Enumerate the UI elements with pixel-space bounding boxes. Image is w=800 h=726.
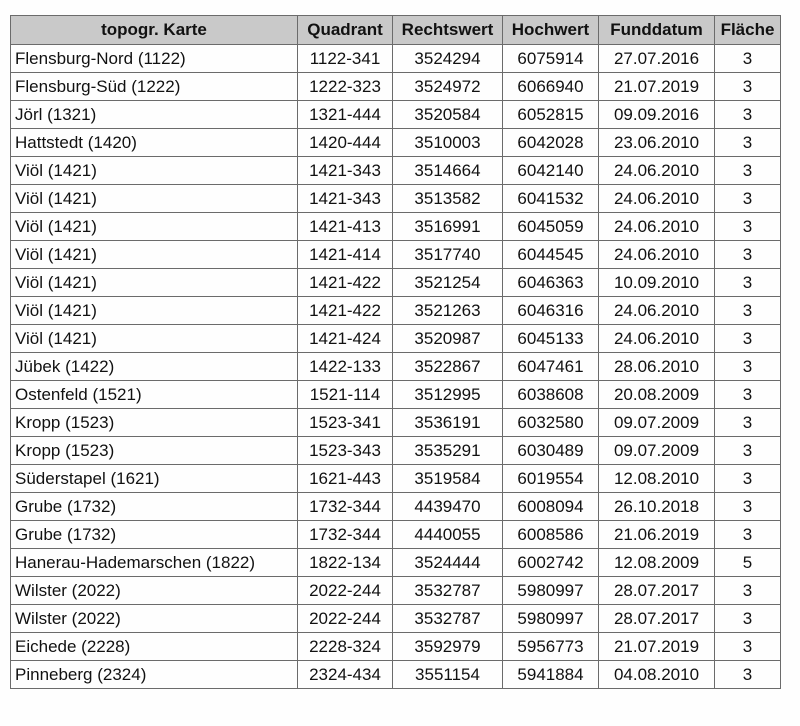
cell-hochwert: 6038608 <box>503 381 599 409</box>
cell-flaeche: 3 <box>715 605 781 633</box>
cell-flaeche: 3 <box>715 269 781 297</box>
cell-flaeche: 3 <box>715 577 781 605</box>
cell-flaeche: 3 <box>715 465 781 493</box>
table-row <box>11 325 781 353</box>
cell-rechtswert: 3513582 <box>393 185 503 213</box>
cell-quadrant: 1523-341 <box>298 409 393 437</box>
cell-rechtswert: 3521263 <box>393 297 503 325</box>
cell-topogr-karte: Viöl (1421) <box>11 241 298 269</box>
cell-flaeche: 5 <box>715 549 781 577</box>
cell-rechtswert: 3512995 <box>393 381 503 409</box>
table-row <box>11 101 781 129</box>
cell-rechtswert: 3532787 <box>393 577 503 605</box>
header-funddatum: Funddatum <box>599 16 715 45</box>
cell-funddatum: 28.06.2010 <box>599 353 715 381</box>
cell-flaeche: 3 <box>715 73 781 101</box>
cell-funddatum: 26.10.2018 <box>599 493 715 521</box>
table-row <box>11 661 781 689</box>
cell-hochwert: 6052815 <box>503 101 599 129</box>
cell-topogr-karte: Pinneberg (2324) <box>11 661 298 689</box>
cell-rechtswert: 3532787 <box>393 605 503 633</box>
cell-flaeche: 3 <box>715 45 781 73</box>
cell-topogr-karte: Eichede (2228) <box>11 633 298 661</box>
cell-rechtswert: 4439470 <box>393 493 503 521</box>
cell-quadrant: 1321-444 <box>298 101 393 129</box>
cell-rechtswert: 3521254 <box>393 269 503 297</box>
table-row <box>11 465 781 493</box>
cell-quadrant: 1421-343 <box>298 157 393 185</box>
cell-topogr-karte: Wilster (2022) <box>11 577 298 605</box>
cell-hochwert: 6019554 <box>503 465 599 493</box>
cell-quadrant: 1523-343 <box>298 437 393 465</box>
cell-topogr-karte: Viöl (1421) <box>11 213 298 241</box>
cell-topogr-karte: Süderstapel (1621) <box>11 465 298 493</box>
cell-rechtswert: 3522867 <box>393 353 503 381</box>
cell-funddatum: 24.06.2010 <box>599 185 715 213</box>
cell-funddatum: 24.06.2010 <box>599 297 715 325</box>
cell-flaeche: 3 <box>715 157 781 185</box>
table-row <box>11 633 781 661</box>
table-row <box>11 45 781 73</box>
cell-topogr-karte: Wilster (2022) <box>11 605 298 633</box>
table-header-row <box>11 16 781 45</box>
cell-quadrant: 1421-422 <box>298 297 393 325</box>
cell-hochwert: 6030489 <box>503 437 599 465</box>
cell-rechtswert: 3524972 <box>393 73 503 101</box>
cell-flaeche: 3 <box>715 409 781 437</box>
cell-quadrant: 1122-341 <box>298 45 393 73</box>
table-body <box>11 45 781 689</box>
cell-funddatum: 21.07.2019 <box>599 73 715 101</box>
table-row <box>11 297 781 325</box>
table-row <box>11 129 781 157</box>
cell-funddatum: 12.08.2009 <box>599 549 715 577</box>
cell-flaeche: 3 <box>715 185 781 213</box>
cell-hochwert: 6075914 <box>503 45 599 73</box>
cell-hochwert: 6032580 <box>503 409 599 437</box>
cell-funddatum: 28.07.2017 <box>599 577 715 605</box>
cell-topogr-karte: Kropp (1523) <box>11 437 298 465</box>
cell-hochwert: 6042140 <box>503 157 599 185</box>
cell-rechtswert: 3516991 <box>393 213 503 241</box>
cell-topogr-karte: Hanerau-Hademarschen (1822) <box>11 549 298 577</box>
table-row <box>11 157 781 185</box>
cell-funddatum: 24.06.2010 <box>599 241 715 269</box>
cell-funddatum: 23.06.2010 <box>599 129 715 157</box>
cell-quadrant: 1822-134 <box>298 549 393 577</box>
table-row <box>11 549 781 577</box>
header-hochwert: Hochwert <box>503 16 599 45</box>
find-records-table <box>10 15 781 689</box>
cell-topogr-karte: Viöl (1421) <box>11 185 298 213</box>
cell-funddatum: 21.06.2019 <box>599 521 715 549</box>
cell-rechtswert: 3520584 <box>393 101 503 129</box>
cell-topogr-karte: Grube (1732) <box>11 521 298 549</box>
cell-flaeche: 3 <box>715 493 781 521</box>
cell-topogr-karte: Viöl (1421) <box>11 269 298 297</box>
cell-hochwert: 6008094 <box>503 493 599 521</box>
cell-funddatum: 12.08.2010 <box>599 465 715 493</box>
cell-quadrant: 1421-343 <box>298 185 393 213</box>
cell-rechtswert: 3551154 <box>393 661 503 689</box>
cell-rechtswert: 3510003 <box>393 129 503 157</box>
cell-quadrant: 2022-244 <box>298 605 393 633</box>
table-row <box>11 381 781 409</box>
cell-rechtswert: 3524294 <box>393 45 503 73</box>
cell-flaeche: 3 <box>715 521 781 549</box>
cell-topogr-karte: Grube (1732) <box>11 493 298 521</box>
cell-funddatum: 09.09.2016 <box>599 101 715 129</box>
cell-rechtswert: 3535291 <box>393 437 503 465</box>
cell-hochwert: 6044545 <box>503 241 599 269</box>
cell-rechtswert: 3524444 <box>393 549 503 577</box>
cell-hochwert: 5956773 <box>503 633 599 661</box>
table-row <box>11 493 781 521</box>
header-topogr-karte: topogr. Karte <box>11 16 298 45</box>
cell-funddatum: 24.06.2010 <box>599 213 715 241</box>
cell-funddatum: 27.07.2016 <box>599 45 715 73</box>
cell-flaeche: 3 <box>715 633 781 661</box>
cell-funddatum: 28.07.2017 <box>599 605 715 633</box>
cell-rechtswert: 3519584 <box>393 465 503 493</box>
cell-rechtswert: 3520987 <box>393 325 503 353</box>
cell-topogr-karte: Ostenfeld (1521) <box>11 381 298 409</box>
cell-funddatum: 21.07.2019 <box>599 633 715 661</box>
cell-quadrant: 1521-114 <box>298 381 393 409</box>
cell-topogr-karte: Hattstedt (1420) <box>11 129 298 157</box>
cell-quadrant: 1222-323 <box>298 73 393 101</box>
cell-hochwert: 6002742 <box>503 549 599 577</box>
table-row <box>11 269 781 297</box>
cell-quadrant: 1420-444 <box>298 129 393 157</box>
cell-quadrant: 1732-344 <box>298 493 393 521</box>
cell-hochwert: 6046363 <box>503 269 599 297</box>
header-quadrant: Quadrant <box>298 16 393 45</box>
cell-hochwert: 6042028 <box>503 129 599 157</box>
header-flaeche: Fläche <box>715 16 781 45</box>
cell-quadrant: 1732-344 <box>298 521 393 549</box>
cell-hochwert: 6047461 <box>503 353 599 381</box>
cell-hochwert: 6066940 <box>503 73 599 101</box>
cell-hochwert: 6041532 <box>503 185 599 213</box>
cell-topogr-karte: Viöl (1421) <box>11 157 298 185</box>
cell-topogr-karte: Viöl (1421) <box>11 325 298 353</box>
cell-quadrant: 1421-422 <box>298 269 393 297</box>
table-row <box>11 73 781 101</box>
cell-topogr-karte: Flensburg-Süd (1222) <box>11 73 298 101</box>
table-row <box>11 213 781 241</box>
document-page <box>10 15 781 689</box>
table-row <box>11 185 781 213</box>
cell-quadrant: 2228-324 <box>298 633 393 661</box>
cell-rechtswert: 3592979 <box>393 633 503 661</box>
table-row <box>11 437 781 465</box>
cell-quadrant: 2022-244 <box>298 577 393 605</box>
cell-rechtswert: 4440055 <box>393 521 503 549</box>
table-row <box>11 605 781 633</box>
table-row <box>11 241 781 269</box>
cell-quadrant: 2324-434 <box>298 661 393 689</box>
cell-quadrant: 1422-133 <box>298 353 393 381</box>
cell-funddatum: 24.06.2010 <box>599 325 715 353</box>
cell-topogr-karte: Flensburg-Nord (1122) <box>11 45 298 73</box>
cell-rechtswert: 3514664 <box>393 157 503 185</box>
cell-hochwert: 5980997 <box>503 577 599 605</box>
cell-topogr-karte: Jörl (1321) <box>11 101 298 129</box>
cell-rechtswert: 3517740 <box>393 241 503 269</box>
cell-hochwert: 6045133 <box>503 325 599 353</box>
cell-hochwert: 6045059 <box>503 213 599 241</box>
cell-flaeche: 3 <box>715 213 781 241</box>
cell-hochwert: 5941884 <box>503 661 599 689</box>
cell-flaeche: 3 <box>715 325 781 353</box>
cell-flaeche: 3 <box>715 353 781 381</box>
table-row <box>11 409 781 437</box>
cell-quadrant: 1421-424 <box>298 325 393 353</box>
cell-funddatum: 20.08.2009 <box>599 381 715 409</box>
cell-quadrant: 1621-443 <box>298 465 393 493</box>
header-rechtswert: Rechtswert <box>393 16 503 45</box>
cell-hochwert: 6008586 <box>503 521 599 549</box>
cell-funddatum: 24.06.2010 <box>599 157 715 185</box>
cell-rechtswert: 3536191 <box>393 409 503 437</box>
cell-topogr-karte: Jübek (1422) <box>11 353 298 381</box>
cell-flaeche: 3 <box>715 101 781 129</box>
cell-flaeche: 3 <box>715 381 781 409</box>
cell-flaeche: 3 <box>715 129 781 157</box>
cell-funddatum: 10.09.2010 <box>599 269 715 297</box>
cell-flaeche: 3 <box>715 661 781 689</box>
cell-funddatum: 09.07.2009 <box>599 437 715 465</box>
cell-topogr-karte: Viöl (1421) <box>11 297 298 325</box>
cell-funddatum: 09.07.2009 <box>599 409 715 437</box>
cell-hochwert: 6046316 <box>503 297 599 325</box>
cell-flaeche: 3 <box>715 437 781 465</box>
table-row <box>11 577 781 605</box>
cell-quadrant: 1421-413 <box>298 213 393 241</box>
cell-flaeche: 3 <box>715 241 781 269</box>
cell-topogr-karte: Kropp (1523) <box>11 409 298 437</box>
table-row <box>11 353 781 381</box>
cell-funddatum: 04.08.2010 <box>599 661 715 689</box>
cell-flaeche: 3 <box>715 297 781 325</box>
cell-hochwert: 5980997 <box>503 605 599 633</box>
table-row <box>11 521 781 549</box>
cell-quadrant: 1421-414 <box>298 241 393 269</box>
